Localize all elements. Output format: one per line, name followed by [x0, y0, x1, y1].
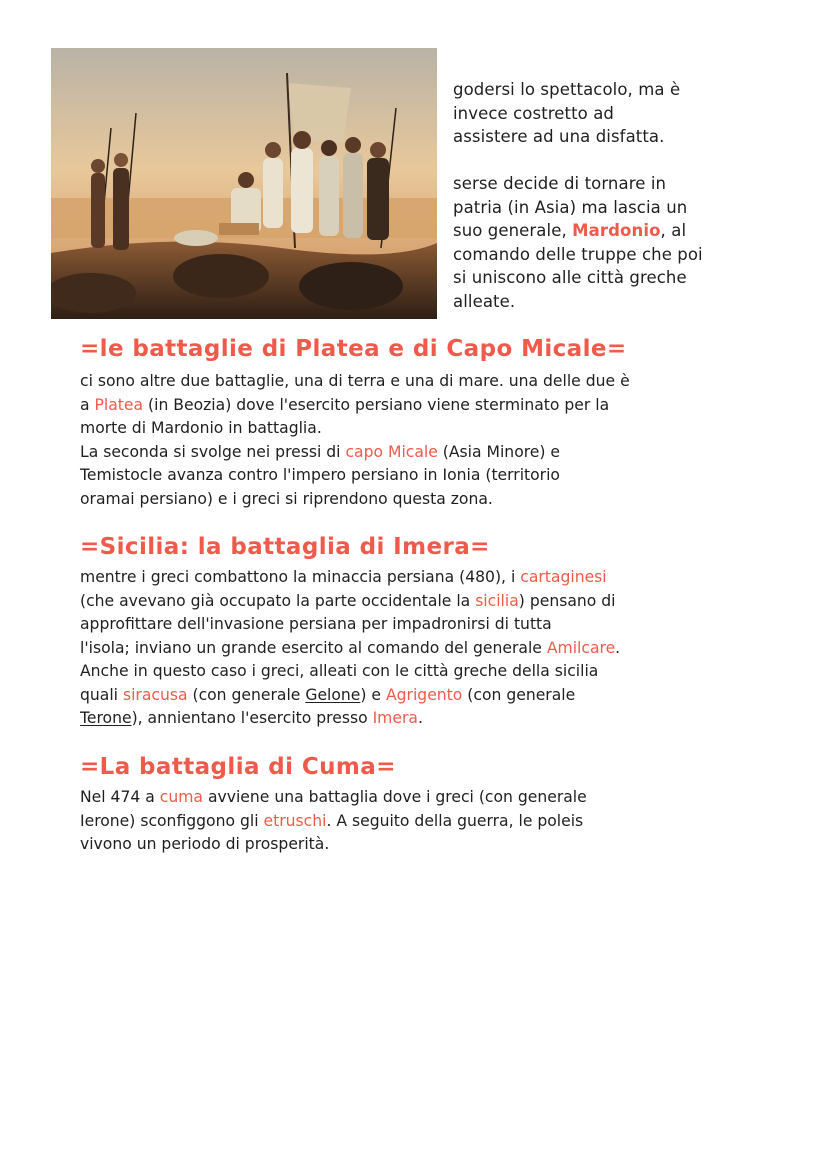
highlight-mardonio: Mardonio: [572, 221, 661, 240]
text-line: [80, 394, 760, 418]
side-text-column: [453, 78, 783, 313]
text-fragment: (in Beozia) dove l'esercito persiano viene sterminato per la: [143, 395, 610, 414]
section-body-cuma: [80, 786, 760, 857]
underline-gelone: Gelone: [305, 685, 361, 704]
section-body-imera: [80, 566, 760, 731]
text-line: morte di Mardonio in battaglia.: [80, 419, 322, 437]
side-paragraph-1: [453, 78, 783, 149]
text-line: invece costretto ad: [453, 103, 614, 123]
text-line: assistere ad una disfatta.: [453, 127, 665, 146]
text-fragment: ), annientano l'esercito presso: [131, 709, 373, 727]
text-fragment: .: [615, 638, 621, 657]
highlight-sicilia: sicilia: [475, 591, 519, 610]
text-line: [80, 637, 760, 661]
text-line: Anche in questo caso i greci, alleati con le città greche della sicilia: [80, 662, 599, 680]
text-line: Temistocle avanza contro l'impero persiano in Ionia (territorio: [80, 466, 560, 484]
highlight-cartaginesi: cartaginesi: [520, 568, 607, 586]
text-fragment: mentre i greci combattono la minaccia persiana (480), i: [80, 568, 521, 586]
text-line: [80, 786, 760, 810]
text-line: si uniscono alle città greche: [453, 268, 687, 287]
painting-illustration: [51, 48, 437, 319]
text-line: vivono un periodo di prosperità.: [80, 835, 330, 853]
side-paragraph-2: [453, 172, 783, 313]
highlight-imera: Imera: [372, 709, 418, 727]
text-fragment: (con generale: [462, 685, 576, 704]
section-body-platea: [80, 370, 760, 511]
text-fragment: (con generale: [187, 685, 306, 704]
text-fragment: . A seguito della guerra, le poleis: [326, 811, 584, 830]
section-title-cuma: =La battaglia di Cuma=: [80, 754, 396, 780]
text-line: ci sono altre due battaglie, una di terra e una di mare. una delle due è: [80, 372, 630, 390]
text-fragment: La seconda si svolge nei pressi di: [80, 442, 346, 461]
text-fragment: , al: [660, 221, 687, 240]
text-fragment: l'isola; inviano un grande esercito al comando del generale: [80, 638, 547, 657]
text-line: [80, 684, 760, 708]
highlight-amilcare: Amilcare: [546, 638, 616, 657]
text-line: alleate.: [453, 291, 516, 311]
text-line: patria (in Asia) ma lascia un: [453, 197, 688, 217]
text-line: oramai persiano) e i greci si riprendono questa zona.: [80, 489, 493, 508]
text-fragment: a: [80, 395, 95, 414]
text-fragment: Nel 474 a: [80, 788, 160, 806]
text-line: [80, 441, 760, 465]
section-title-platea: =le battaglie di Platea e di Capo Micale=: [80, 336, 627, 362]
text-fragment: quali: [80, 685, 123, 704]
text-fragment: Ierone) sconfiggono gli: [80, 811, 264, 830]
highlight-cuma: cuma: [159, 788, 203, 806]
text-fragment: avviene una battaglia dove i greci (con generale: [202, 788, 587, 806]
text-line: [80, 707, 760, 731]
text-fragment: ) e: [360, 685, 386, 704]
text-line: serse decide di tornare in: [453, 174, 667, 193]
text-fragment: suo generale,: [453, 221, 573, 240]
highlight-platea: Platea: [94, 395, 144, 414]
section-title-imera: =Sicilia: la battaglia di Imera=: [80, 534, 490, 560]
highlight-etruschi: etruschi: [263, 811, 327, 830]
text-line: comando delle truppe che poi: [453, 244, 703, 264]
text-line: [80, 810, 760, 834]
text-line: [80, 566, 760, 590]
text-fragment: (Asia Minore) e: [437, 442, 561, 461]
text-line: approfittare dell'invasione persiana per impadronirsi di tutta: [80, 615, 552, 633]
highlight-capo-micale: capo Micale: [345, 442, 438, 461]
text-fragment: .: [417, 709, 423, 727]
text-fragment: (che avevano già occupato la parte occidentale la: [80, 591, 476, 610]
text-fragment: ) pensano di: [518, 591, 616, 610]
highlight-agrigento: Agrigento: [385, 685, 463, 704]
text-line: [453, 219, 783, 243]
text-line: godersi lo spettacolo, ma è: [453, 80, 681, 99]
text-line: [80, 590, 760, 614]
painting-image: [51, 48, 437, 319]
highlight-siracusa: siracusa: [122, 685, 188, 704]
underline-terone: Terone: [80, 709, 132, 727]
